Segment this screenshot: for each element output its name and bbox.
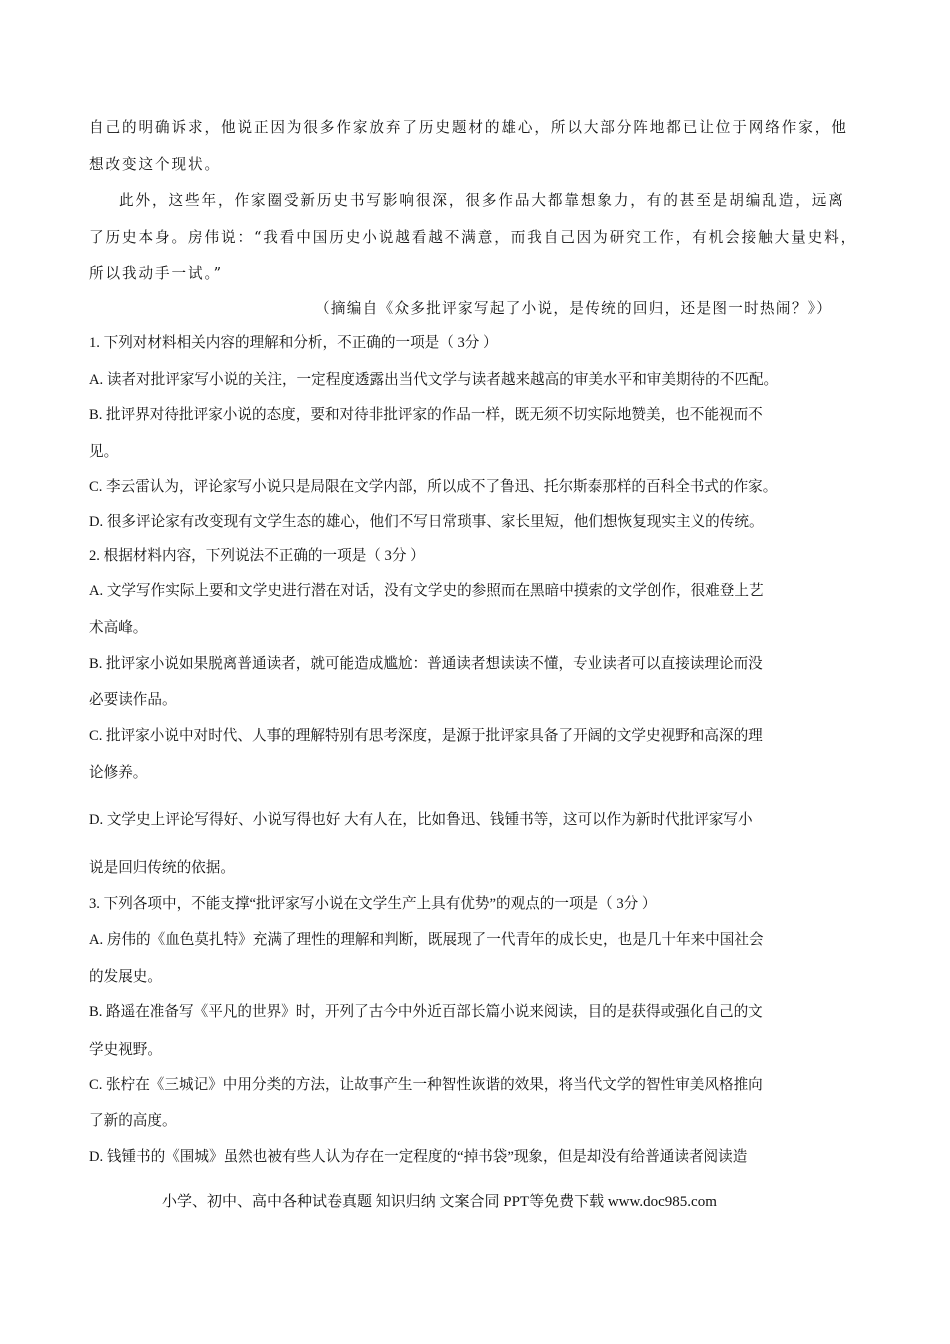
option-b: B. 路遥在准备写《平凡的世界》时，开列了古今中外近百部长篇小说来阅读，目的是获得或强化自己的文 — [89, 1004, 763, 1020]
option-c: C. 张柠在《三城记》中用分类的方法，让故事产生一种智性诙谐的效果，将当代文学的智性审美风格推向 — [89, 1077, 763, 1093]
page-footer: 小学、初中、高中各种试卷真题 知识归纳 文案合同 PPT等免费下载 www.doc985.com — [162, 1194, 717, 1210]
passage-line: 此外，这些年，作家圈受新历史书写影响很深，很多作品大都靠想象力，有的甚至是胡编乱造，远离 — [119, 192, 845, 209]
question-stem: 2. 根据材料内容，下列说法不正确的一项是（ 3分 ） — [89, 548, 425, 564]
option-b-cont: 必要读作品。 — [89, 692, 177, 708]
question-stem: 3. 下列各项中，不能支撑“批评家写小说在文学生产上具有优势”的观点的一项是（ 3分 ） — [89, 896, 657, 912]
option-d-cont: 说是回归传统的依据。 — [89, 860, 235, 876]
passage-line: 所以我动手一试。” — [89, 265, 224, 282]
option-d: D. 钱锺书的《围城》虽然也被有些人认为存在一定程度的“掉书袋”现象，但是却没有给普通读者阅读造 — [89, 1149, 748, 1165]
option-a: A. 房伟的《血色莫扎特》充满了理性的理解和判断，既展现了一代青年的成长史，也是几十年来中国社会 — [89, 932, 764, 948]
option-b-cont: 见。 — [89, 444, 119, 460]
option-c: C. 李云雷认为，评论家写小说只是局限在文学内部，所以成不了鲁迅、托尔斯泰那样的百科全书式的作家。 — [89, 479, 778, 495]
option-a: A. 读者对批评家写小说的关注，一定程度透露出当代文学与读者越来越高的审美水平和审美期待的不匹配。 — [89, 372, 779, 388]
passage-line: 想改变这个现状。 — [89, 156, 221, 173]
option-d: D. 很多评论家有改变现有文学生态的雄心，他们不写日常琐事、家长里短，他们想恢复现实主义的传统。 — [89, 514, 764, 530]
passage-line: 了历史本身。房伟说：“我看中国历史小说越看越不满意，而我自己因为研究工作，有机会接触大量史料， — [89, 229, 858, 246]
option-c-cont: 论修养。 — [89, 765, 148, 781]
question-stem: 1. 下列对材料相关内容的理解和分析，不正确的一项是（ 3分 ） — [89, 335, 498, 351]
option-a: A. 文学写作实际上要和文学史进行潜在对话，没有文学史的参照而在黑暗中摸索的文学创作，很难登上艺 — [89, 583, 764, 599]
option-c-cont: 了新的高度。 — [89, 1113, 177, 1129]
passage-line: 自己的明确诉求，他说正因为很多作家放弃了历史题材的雄心，所以大部分阵地都已让位于网络作家，他 — [89, 119, 848, 136]
option-a-cont: 的发展史。 — [89, 969, 162, 985]
source-citation: （摘编自《众多批评家写起了小说，是传统的回归，还是图一时热闹？》） — [315, 300, 833, 317]
option-a-cont: 术高峰。 — [89, 620, 148, 636]
option-c: C. 批评家小说中对时代、人事的理解特别有思考深度，是源于批评家具备了开阔的文学史视野和高深的理 — [89, 728, 763, 744]
option-b: B. 批评界对待批评家小说的态度，要和对待非批评家的作品一样，既无须不切实际地赞美，也不能视而不 — [89, 407, 763, 423]
option-b: B. 批评家小说如果脱离普通读者，就可能造成尴尬：普通读者想读读不懂，专业读者可以直接读理论而没 — [89, 656, 763, 672]
option-b-cont: 学史视野。 — [89, 1042, 162, 1058]
option-d: D. 文学史上评论写得好、小说写得也好 大有人在，比如鲁迅、钱锺书等，这可以作为新时代批评家写小 — [89, 812, 753, 828]
